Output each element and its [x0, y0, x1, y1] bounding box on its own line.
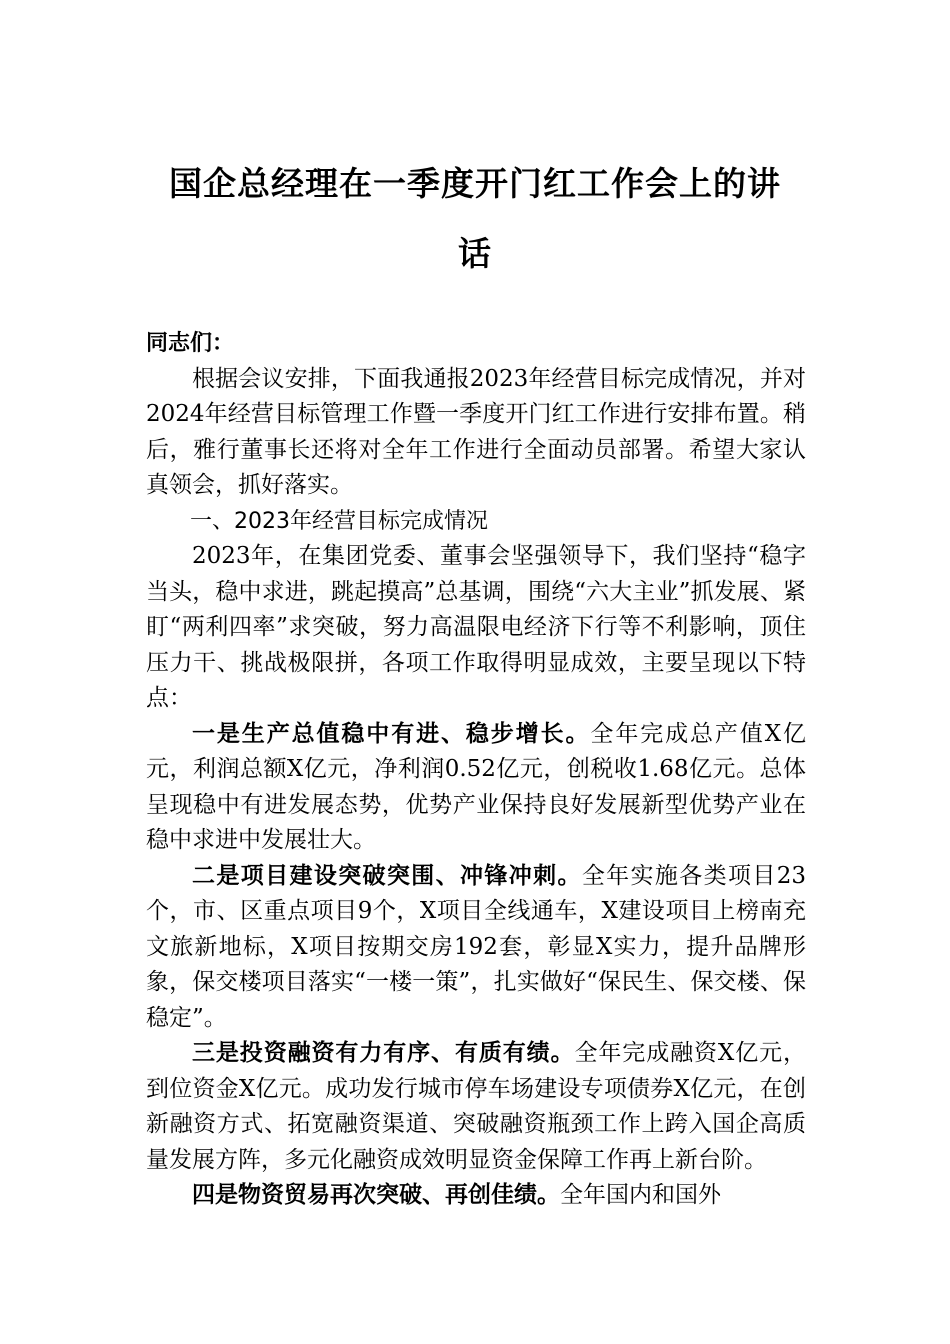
section-heading: 一、2023年经营目标完成情况: [190, 508, 488, 534]
document-body: [146, 326, 806, 1214]
point-text: 全年完成总产值X亿元，利润总额X亿元，净利润0.52亿元，创税收1.68亿元。总体呈现稳中有进发展态势，优势产业保持良好发展新型优势产业在稳中求进中发展壮大。: [146, 720, 807, 853]
point-paragraph: [146, 1036, 806, 1178]
salutation: 同志们：: [146, 331, 235, 356]
point-text: 全年国内和国外: [560, 1182, 721, 1208]
point-paragraph: [146, 717, 806, 859]
point-text: 全年实施各类项目23个，市、区重点项目9个，X项目全线通车，X建设项目上榜南充文旅新地标，X项目按期交房192套，彰显X实力，提升品牌形象，保交楼项目落实“一楼一策”，扎实做好“保民生、保交楼、保稳定”。: [146, 862, 806, 1031]
point-text: 全年完成融资X亿元，到位资金X亿元。成功发行城市停车场建设专项债券X亿元，在创新融资方式、拓宽融资渠道、突破融资瓶颈工作上跨入国企高质量发展方阵，多元化融资成效明显资金保障工作再上新台阶。: [146, 1040, 807, 1173]
point-paragraph: [146, 859, 806, 1037]
document-title-line-1: 国企总经理在一季度开门红工作会上的讲: [169, 164, 781, 203]
overview-paragraph: 2023年，在集团党委、董事会坚强领导下，我们坚持“稳字当头，稳中求进，跳起摸高”总基调，围绕“六大主业”抓发展、紧盯“两利四率”求突破，努力高温限电经济下行等不利影响，顶住压力干、挑战极限拼，各项工作取得明显成效，主要呈现以下特点：: [146, 543, 806, 711]
intro-paragraph: 根据会议安排，下面我通报2023年经营目标完成情况，并对2024年经营目标管理工作暨一季度开门红工作进行安排布置。稍后，雅行董事长还将对全年工作进行全面动员部署。希望大家认真领会，抓好落实。: [146, 365, 806, 498]
point-lead: 三是投资融资有力有序、有质有绩。: [192, 1040, 575, 1066]
point-lead: 四是物资贸易再次突破、再创佳绩。: [192, 1182, 560, 1208]
point-paragraph: [146, 1178, 806, 1214]
document-title-line-2: 话: [458, 234, 492, 273]
point-lead: 一是生产总值稳中有进、稳步增长。: [192, 720, 591, 747]
point-lead: 二是项目建设突破突围、冲锋冲刺。: [192, 862, 582, 889]
